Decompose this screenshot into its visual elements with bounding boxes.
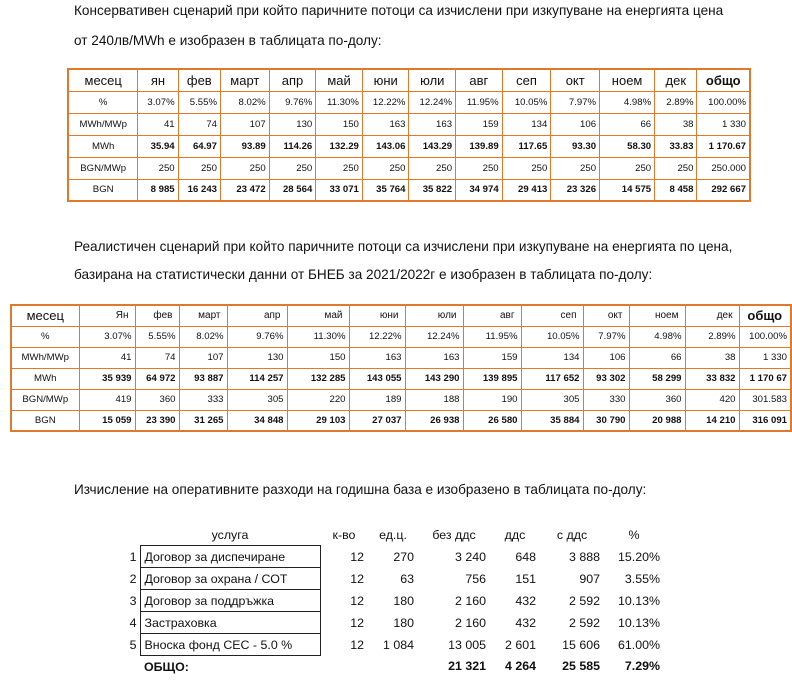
cell-value: 12.22% — [362, 91, 409, 113]
cell-value: 64 972 — [135, 368, 179, 389]
cell-value: 35 822 — [409, 179, 456, 201]
header-cell: май — [287, 305, 349, 326]
table-row — [68, 135, 750, 157]
cell-value: 23 390 — [135, 410, 179, 431]
cell-gross: 15 606 — [562, 637, 600, 652]
cell-value: 33 071 — [316, 179, 363, 201]
service-name: Вноска фонд СЕС - 5.0 % — [140, 634, 320, 656]
total-blank — [368, 656, 418, 678]
cell-value: 58.30 — [600, 135, 655, 157]
cell-value: 12.22% — [349, 326, 405, 347]
opex-table — [124, 524, 665, 677]
cell-value: 14 210 — [685, 410, 739, 431]
cell-value: 143.06 — [362, 135, 409, 157]
cell-value: 23 326 — [551, 179, 600, 201]
cell-value: 250 — [409, 157, 456, 179]
cell-qty: 12 — [350, 615, 364, 630]
cell-value: 8 458 — [655, 179, 697, 201]
row-index: 1 — [129, 549, 137, 564]
cell-value: 106 — [551, 113, 600, 135]
cell-value: 150 — [287, 347, 349, 368]
cell-value: 12.24% — [405, 326, 463, 347]
header-cell: май — [316, 69, 363, 91]
cell-value: 159 — [463, 347, 521, 368]
cell-value: 305 — [521, 389, 583, 410]
intro3-line1: Изчисление на оперативните разходи на годишна база е изобразено в таблицата по-долу: — [74, 482, 647, 497]
row-label: BGN/MWp — [68, 157, 138, 179]
cell-value: 10.05% — [521, 326, 583, 347]
total-index-blank — [124, 656, 140, 678]
service-name: Договор за поддръжка — [140, 590, 320, 612]
header-cell: услуга — [211, 527, 249, 542]
header-cell: окт — [551, 69, 600, 91]
row-index: 3 — [129, 593, 137, 608]
header-cell: март — [220, 69, 269, 91]
cell-net: 2 160 — [454, 615, 486, 630]
cell-value: 420 — [685, 389, 739, 410]
cell-gross: 3 888 — [568, 549, 600, 564]
cell-value: 1 170.67 — [697, 135, 750, 157]
cell-net: 756 — [465, 571, 486, 586]
cell-net: 13 005 — [448, 637, 486, 652]
table-header-row — [11, 305, 791, 326]
cell-value: 12.24% — [409, 91, 456, 113]
cell-value: 360 — [629, 389, 685, 410]
cell-vat: 432 — [515, 593, 536, 608]
header-cell: ед.ц. — [379, 527, 407, 542]
cell-qty: 12 — [350, 549, 364, 564]
cell-value: 74 — [135, 347, 179, 368]
header-cell: фев — [178, 69, 220, 91]
table-row — [124, 634, 664, 656]
header-month-label: месец — [11, 305, 79, 326]
cell-value: 28 564 — [269, 179, 316, 201]
cell-value: 3.07% — [79, 326, 135, 347]
cell-value: 66 — [600, 113, 655, 135]
table-row — [124, 546, 664, 568]
cell-pct: 3.55% — [624, 571, 660, 586]
row-label: MWh/MWp — [11, 347, 79, 368]
cell-value: 30 790 — [583, 410, 629, 431]
row-label: BGN — [11, 410, 79, 431]
cell-value: 11.95% — [463, 326, 521, 347]
cell-value: 330 — [583, 389, 629, 410]
table-header-row — [68, 69, 750, 91]
cell-value: 74 — [178, 113, 220, 135]
cell-value: 38 — [655, 113, 697, 135]
cell-value: 250 — [220, 157, 269, 179]
table-row — [11, 389, 791, 410]
cell-value: 7.97% — [551, 91, 600, 113]
cell-value: 163 — [349, 347, 405, 368]
service-name: Договор за охрана / СОТ — [140, 568, 320, 590]
header-index-blank — [124, 524, 140, 546]
cell-unit: 1 084 — [382, 637, 414, 652]
cell-pct: 10.13% — [617, 615, 660, 630]
intro2-line1: Реалистичен сценарий при който паричните потоци са изчислени при изкупуване на енергията по цена, — [74, 239, 733, 254]
total-gross: 25 585 — [562, 659, 600, 674]
row-label: MWh/MWp — [68, 113, 138, 135]
cell-value: 250 — [600, 157, 655, 179]
table-row — [11, 326, 791, 347]
header-cell: к-во — [332, 527, 356, 542]
cell-value: 250 — [316, 157, 363, 179]
row-label: % — [68, 91, 138, 113]
header-cell: апр — [269, 69, 316, 91]
cell-value: 250 — [178, 157, 220, 179]
header-cell: ян — [138, 69, 178, 91]
cell-value: 58 299 — [629, 368, 685, 389]
cell-value: 159 — [456, 113, 503, 135]
cell-value: 35 884 — [521, 410, 583, 431]
cell-value: 188 — [405, 389, 463, 410]
cell-value: 34 848 — [227, 410, 287, 431]
row-label: BGN/MWp — [11, 389, 79, 410]
table-row — [11, 410, 791, 431]
intro2-line2: базирана на статистически данни от БНЕБ за 2021/2022г е изобразен в таблицата по-долу: — [74, 267, 653, 282]
cell-value: 163 — [362, 113, 409, 135]
table-row — [11, 368, 791, 389]
cell-value: 2.89% — [685, 326, 739, 347]
table-row — [68, 113, 750, 135]
cell-value: 3.07% — [138, 91, 178, 113]
header-cell: ноем — [629, 305, 685, 326]
cell-value: 163 — [405, 347, 463, 368]
cell-value: 64.97 — [178, 135, 220, 157]
total-row — [124, 656, 664, 678]
total-pct: 7.29% — [624, 659, 660, 674]
header-cell: общо — [739, 305, 791, 326]
header-cell: с ддс — [556, 527, 588, 542]
cell-value: 16 243 — [178, 179, 220, 201]
cell-value: 8.02% — [220, 91, 269, 113]
cell-value: 27 037 — [349, 410, 405, 431]
header-cell: общо — [697, 69, 750, 91]
row-index: 4 — [129, 615, 137, 630]
cell-value: 8 985 — [138, 179, 178, 201]
header-month-label: месец — [68, 69, 138, 91]
cell-value: 66 — [629, 347, 685, 368]
header-cell: сеп — [502, 69, 551, 91]
cell-value: 139 895 — [463, 368, 521, 389]
row-index: 5 — [129, 637, 137, 652]
cell-value: 5.55% — [178, 91, 220, 113]
header-cell: окт — [583, 305, 629, 326]
cell-value: 150 — [316, 113, 363, 135]
cell-value: 93 302 — [583, 368, 629, 389]
table-row — [124, 590, 664, 612]
cell-value: 250 — [655, 157, 697, 179]
table-row — [68, 179, 750, 201]
cell-value: 29 103 — [287, 410, 349, 431]
cell-vat: 151 — [515, 571, 536, 586]
cell-unit: 180 — [393, 615, 414, 630]
table-row — [11, 347, 791, 368]
header-cell: март — [179, 305, 227, 326]
cell-value: 190 — [463, 389, 521, 410]
total-blank — [320, 656, 368, 678]
cell-value: 93.89 — [220, 135, 269, 157]
cell-value: 93.30 — [551, 135, 600, 157]
header-cell: юли — [405, 305, 463, 326]
cell-value: 333 — [179, 389, 227, 410]
cell-value: 305 — [227, 389, 287, 410]
cell-value: 132.29 — [316, 135, 363, 157]
cell-value: 250 — [502, 157, 551, 179]
cell-net: 3 240 — [454, 549, 486, 564]
header-cell: Ян — [79, 305, 135, 326]
cell-value: 41 — [79, 347, 135, 368]
cell-value: 9.76% — [269, 91, 316, 113]
total-label: ОБЩО: — [144, 659, 189, 674]
cell-value: 100.00% — [697, 91, 750, 113]
cell-value: 250 — [269, 157, 316, 179]
cell-unit: 63 — [400, 571, 414, 586]
cell-value: 2.89% — [655, 91, 697, 113]
cell-value: 26 938 — [405, 410, 463, 431]
cell-qty: 12 — [350, 571, 364, 586]
cell-value: 38 — [685, 347, 739, 368]
cell-value: 31 265 — [179, 410, 227, 431]
cell-value: 250.000 — [697, 157, 750, 179]
cell-pct: 15.20% — [617, 549, 660, 564]
cell-value: 107 — [220, 113, 269, 135]
cell-value: 100.00% — [739, 326, 791, 347]
cell-value: 35 939 — [79, 368, 135, 389]
cell-value: 143.29 — [409, 135, 456, 157]
intro1-line2: от 240лв/MWh е изобразен в таблицата по-долу: — [74, 33, 382, 48]
cell-value: 41 — [138, 113, 178, 135]
cell-value: 316 091 — [739, 410, 791, 431]
cell-net: 2 160 — [454, 593, 486, 608]
cell-value: 8.02% — [179, 326, 227, 347]
cell-pct: 10.13% — [617, 593, 660, 608]
cell-value: 132 285 — [287, 368, 349, 389]
header-cell: юли — [409, 69, 456, 91]
cell-value: 4.98% — [600, 91, 655, 113]
cell-value: 1 330 — [739, 347, 791, 368]
header-cell: без ддс — [432, 527, 476, 542]
row-label: MWh — [68, 135, 138, 157]
cell-value: 163 — [409, 113, 456, 135]
cell-value: 15 059 — [79, 410, 135, 431]
row-label: BGN — [68, 179, 138, 201]
cell-pct: 61.00% — [617, 637, 660, 652]
header-cell: юни — [362, 69, 409, 91]
cell-value: 143 290 — [405, 368, 463, 389]
cell-value: 107 — [179, 347, 227, 368]
cell-value: 117.65 — [502, 135, 551, 157]
intro1-line1: Консервативен сценарий при който паричните потоци са изчислени при изкупуване на енергията цена — [74, 3, 724, 18]
service-name: Договор за диспечиране — [140, 546, 320, 568]
cell-value: 1 170 67 — [739, 368, 791, 389]
cell-value: 360 — [135, 389, 179, 410]
cell-value: 10.05% — [502, 91, 551, 113]
cell-value: 20 988 — [629, 410, 685, 431]
cell-value: 220 — [287, 389, 349, 410]
header-cell: фев — [135, 305, 179, 326]
header-cell: авг — [463, 305, 521, 326]
cell-value: 11.30% — [287, 326, 349, 347]
cell-gross: 2 592 — [568, 615, 600, 630]
cell-value: 134 — [502, 113, 551, 135]
cell-value: 130 — [227, 347, 287, 368]
header-cell: % — [628, 527, 640, 542]
cell-value: 250 — [362, 157, 409, 179]
cell-value: 4.98% — [629, 326, 685, 347]
cell-value: 106 — [583, 347, 629, 368]
table-header-row — [124, 524, 664, 546]
cell-value: 301.583 — [739, 389, 791, 410]
cell-value: 1 330 — [697, 113, 750, 135]
header-cell: ноем — [600, 69, 655, 91]
realistic-table — [10, 304, 792, 432]
cell-qty: 12 — [350, 593, 364, 608]
cell-value: 7.97% — [583, 326, 629, 347]
cell-value: 250 — [456, 157, 503, 179]
cell-value: 35.94 — [138, 135, 178, 157]
cell-value: 139.89 — [456, 135, 503, 157]
table-row — [124, 612, 664, 634]
header-cell: апр — [227, 305, 287, 326]
conservative-table — [67, 68, 751, 202]
cell-value: 117 652 — [521, 368, 583, 389]
header-cell: дек — [685, 305, 739, 326]
header-cell: юни — [349, 305, 405, 326]
cell-value: 9.76% — [227, 326, 287, 347]
cell-value: 33.83 — [655, 135, 697, 157]
service-name: Застраховка — [140, 612, 320, 634]
cell-value: 26 580 — [463, 410, 521, 431]
cell-value: 33 832 — [685, 368, 739, 389]
cell-value: 130 — [269, 113, 316, 135]
cell-value: 134 — [521, 347, 583, 368]
cell-vat: 648 — [515, 549, 536, 564]
cell-value: 114.26 — [269, 135, 316, 157]
header-cell: ддс — [504, 527, 526, 542]
cell-value: 419 — [79, 389, 135, 410]
cell-value: 292 667 — [697, 179, 750, 201]
cell-gross: 907 — [579, 571, 600, 586]
cell-value: 250 — [551, 157, 600, 179]
cell-value: 34 974 — [456, 179, 503, 201]
cell-value: 35 764 — [362, 179, 409, 201]
cell-value: 14 575 — [600, 179, 655, 201]
header-cell: сеп — [521, 305, 583, 326]
row-label: % — [11, 326, 79, 347]
row-index: 2 — [129, 571, 137, 586]
table-row — [124, 568, 664, 590]
header-cell: дек — [655, 69, 697, 91]
table-row — [68, 157, 750, 179]
cell-unit: 180 — [393, 593, 414, 608]
total-net: 21 321 — [448, 659, 486, 674]
cell-value: 11.95% — [456, 91, 503, 113]
cell-value: 23 472 — [220, 179, 269, 201]
header-cell: авг — [456, 69, 503, 91]
cell-unit: 270 — [393, 549, 414, 564]
cell-value: 93 887 — [179, 368, 227, 389]
cell-value: 11.30% — [316, 91, 363, 113]
cell-value: 189 — [349, 389, 405, 410]
row-label: MWh — [11, 368, 79, 389]
cell-qty: 12 — [350, 637, 364, 652]
cell-value: 250 — [138, 157, 178, 179]
cell-vat: 2 601 — [504, 637, 536, 652]
cell-gross: 2 592 — [568, 593, 600, 608]
cell-value: 143 055 — [349, 368, 405, 389]
total-vat: 4 264 — [504, 659, 536, 674]
cell-value: 5.55% — [135, 326, 179, 347]
cell-value: 114 257 — [227, 368, 287, 389]
cell-value: 29 413 — [502, 179, 551, 201]
table-row — [68, 91, 750, 113]
cell-vat: 432 — [515, 615, 536, 630]
